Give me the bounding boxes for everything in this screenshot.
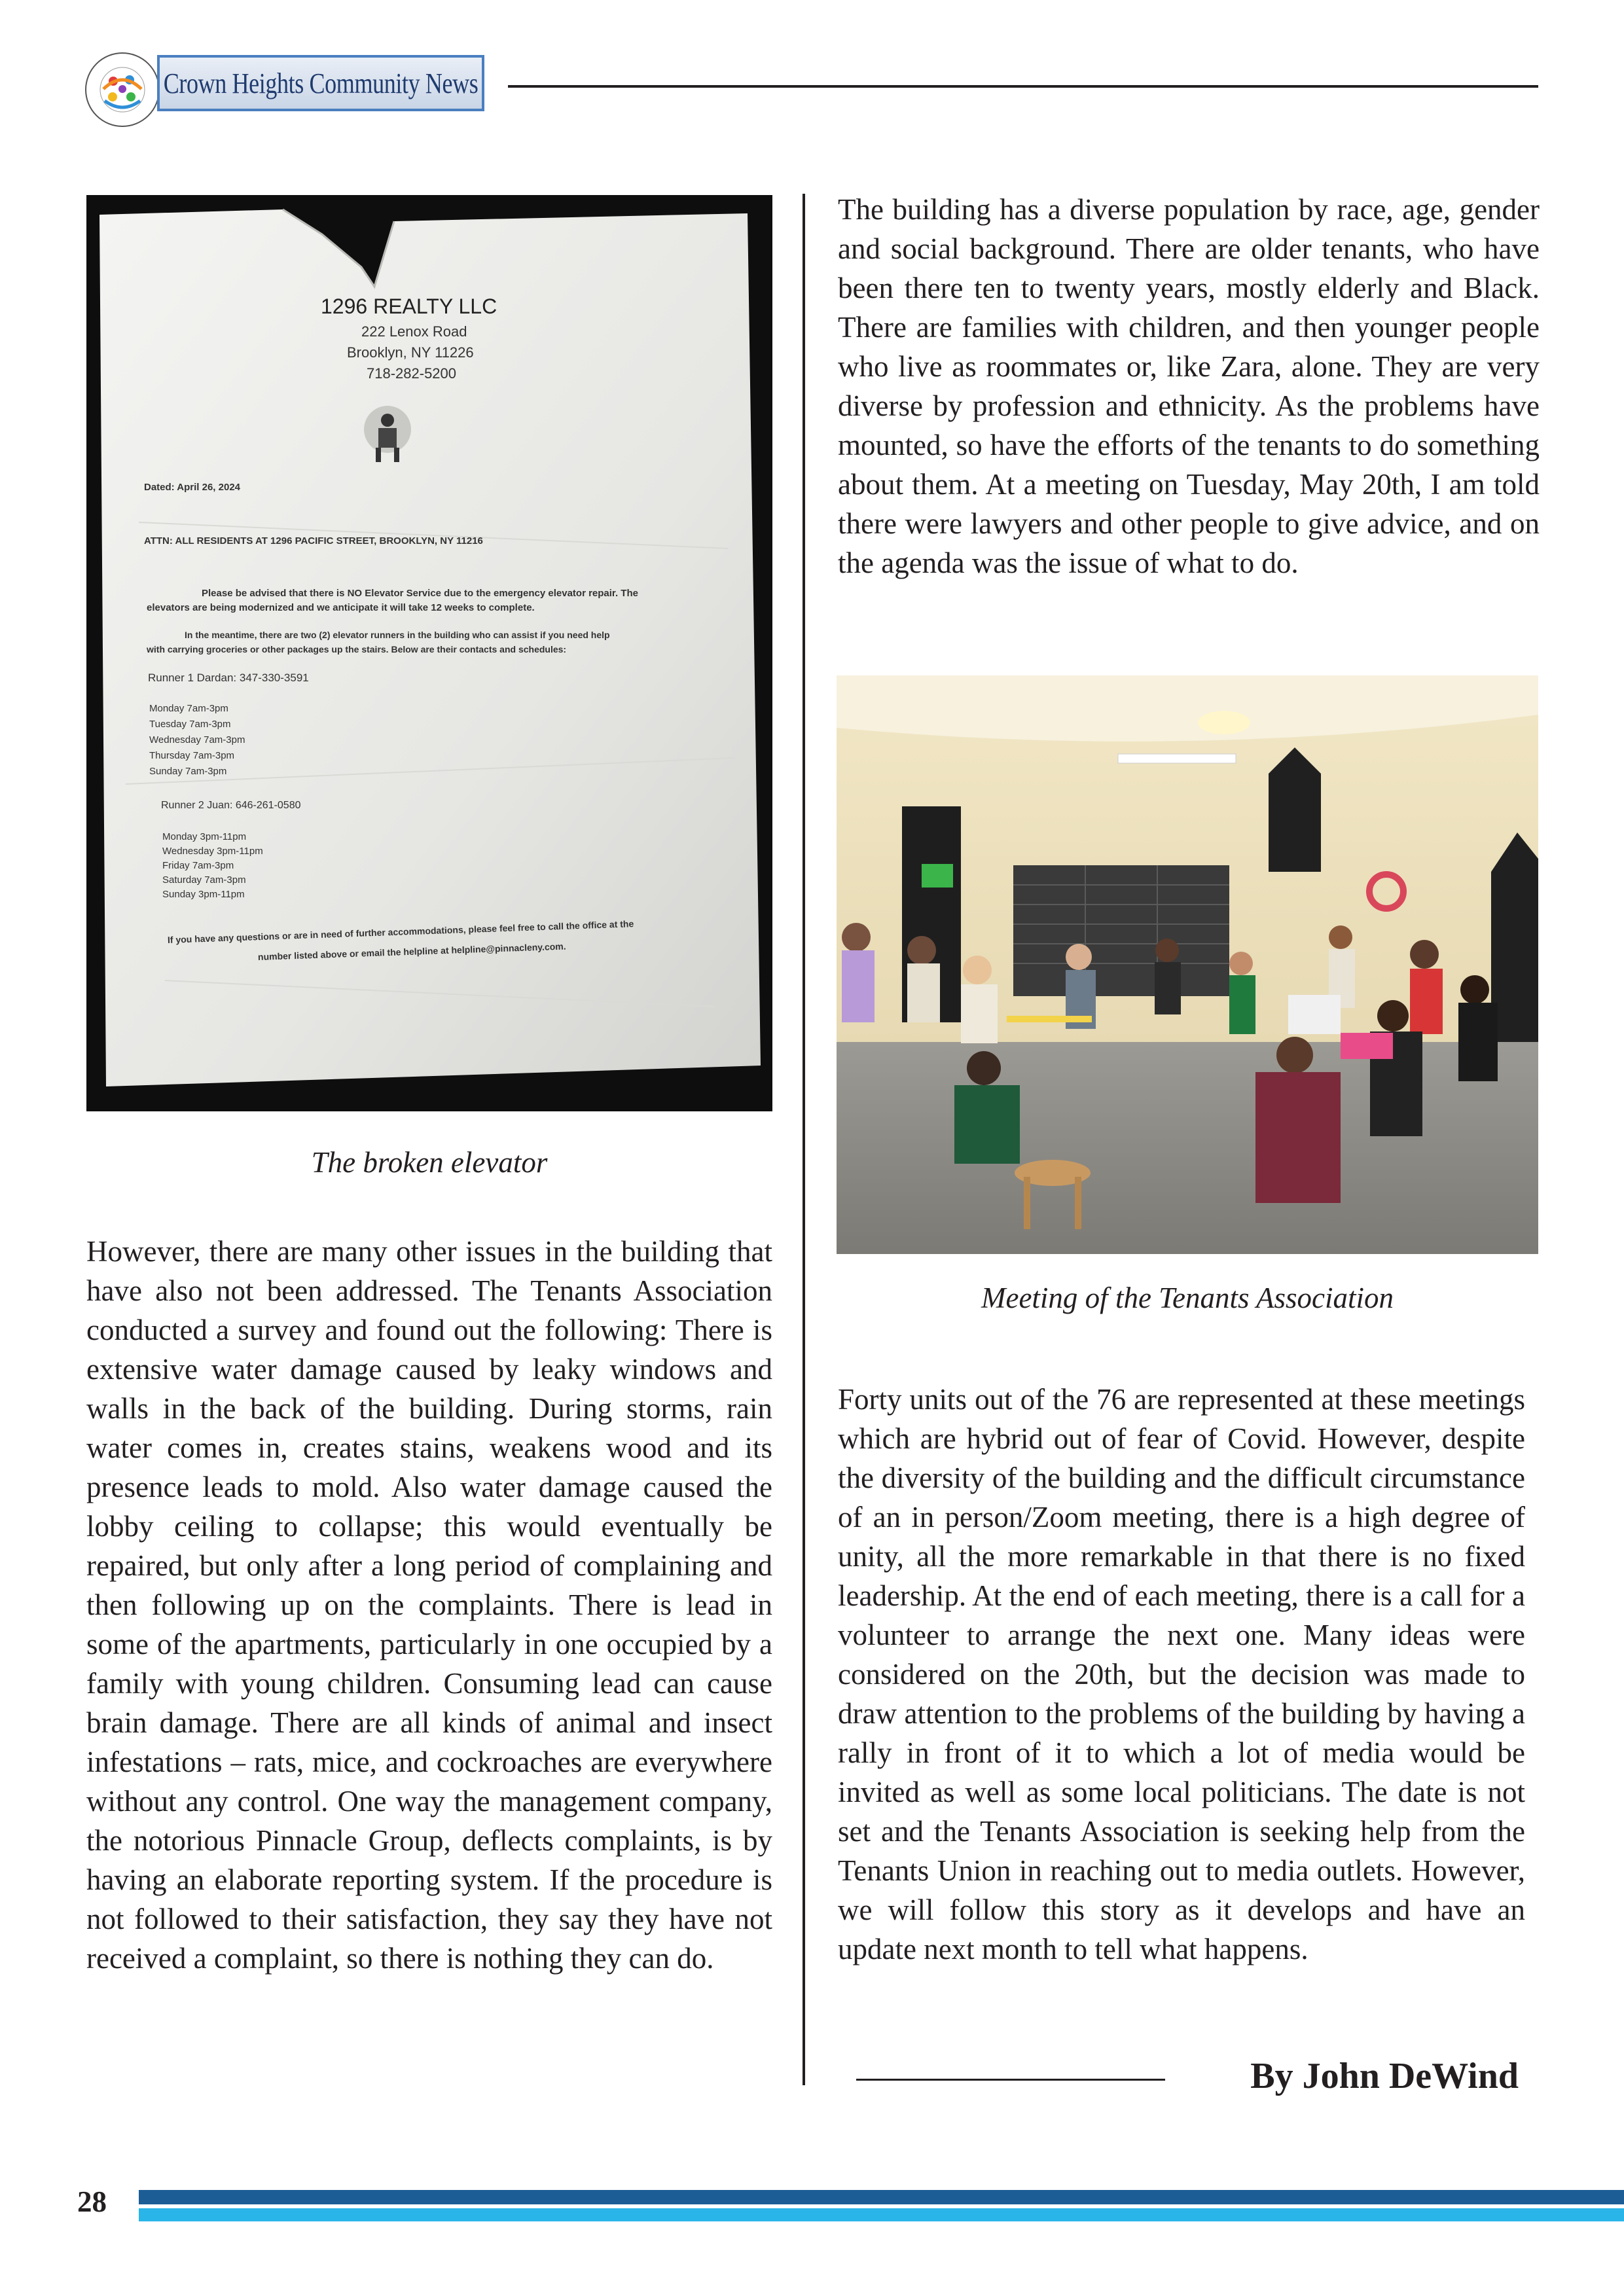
article-body-left: However, there are many other issues in the building that have also not been addressed. The Tenants Association conducted a survey and found out the following: There is extensive water damage caused by leaky windows and walls in the back of the building. During storms, rain water comes in, creates stains, weakens wood and its presence leads to mold. Also water damage caused the lobby ceiling to collapse; this would eventually be repaired, but only after a long period of complaining and then following up on the complaints. There is lead in some of the apartments, particularly in one occupied by a family with young children. Consuming lead can cause brain damage. There are all kinds of animal and insect infestations – rats, mice, and cockroaches are everywhere without any control. One way the management company, the notorious Pinnacle Group, deflects complaints, is by having an elaborate reporting system. If the procedure is not followed to their satisfaction, they say they have not received a complaint, so there is nothing they can do. — [86, 1235, 772, 1975]
article-body-right-top: The building has a diverse population by race, age, gender and social background. There are older tenants, who have been there ten to twenty years, mostly elderly and Black. There are families with children, and then younger people who live as roommates or, like Zara, alone. They are very diverse by profession and ethnicity. As the problems have mounted, so have the efforts of the tenants to do something about them. At a meeting on Tuesday, May 20th, I am told there were lawyers and other people to give advice, and on the agenda was the issue of what to do. — [838, 193, 1540, 579]
notice-runner2-day: Sunday 3pm-11pm — [162, 889, 245, 900]
notice-runner1-day: Monday 7am-3pm — [149, 703, 228, 714]
ceiling-light-icon — [1198, 711, 1250, 734]
photo-caption-tenants-meeting: Meeting of the Tenants Association — [981, 1282, 1394, 1314]
notice-address-line1: 222 Lenox Road — [361, 323, 467, 340]
notice-board-green — [922, 864, 953, 888]
notice-runner1-day: Sunday 7am-3pm — [149, 766, 227, 777]
publication-logo — [84, 51, 161, 128]
page-number: 28 — [77, 2185, 107, 2218]
notice-runner2: Runner 2 Juan: 646-261-0580 — [161, 800, 301, 811]
notice-para2-line1: In the meantime, there are two (2) elevator runners in the building who can assist if you need help — [185, 630, 610, 640]
notice-runner2-day: Monday 3pm-11pm — [162, 831, 247, 842]
notice-runner1-day: Tuesday 7am-3pm — [149, 719, 231, 730]
article-body-right-bottom: Forty units out of the 76 are represented at these meetings which are hybrid out of fear of Covid. However, despite the diversity of the building and the difficult circumstance of an in person/Zoom meeting, there is a high degree of unity, all the more remarkable in that there is no fixed leadership. At the end of each meeting, there is a call for a volunteer to arrange the next one. Many ideas were considered on the 20th, but the decision was made to draw attention to the problems of the building by having a rally in front of it to which a lot of media would be invited as well as some local politicians. The date is not set and the Tenants Association is seeking help from the Tenants Union in reaching out to media outlets. However, we will follow this story as it develops and have an update next month to tell what happens. — [838, 1383, 1525, 1965]
notice-footer-line1: If you have any questions or are in need of further accommodations, please feel free to call the office at the — [167, 918, 634, 945]
notice-attn: ATTN: ALL RESIDENTS AT 1296 PACIFIC STREET, BROOKLYN, NY 11216 — [144, 535, 483, 547]
notice-phone: 718-282-5200 — [367, 365, 457, 382]
logo-emblem-icon — [84, 51, 161, 128]
masthead-title-box — [157, 55, 484, 111]
notice-para1-line2: elevators are being modernized and we anticipate it will take 12 weeks to complete. — [147, 602, 535, 613]
photo-tenants-meeting — [837, 675, 1538, 1254]
window-arch-left — [1269, 747, 1321, 872]
article-byline: By John DeWind — [1250, 2056, 1519, 2096]
header-rule — [508, 85, 1538, 88]
footer-bar-dark — [139, 2190, 1624, 2204]
notice-runner1-day: Wednesday 7am-3pm — [149, 734, 245, 745]
photo-broken-elevator-notice — [86, 195, 772, 1111]
footer-bar-light — [139, 2208, 1624, 2221]
meeting-scene — [837, 675, 1538, 1254]
notice-runner1: Runner 1 Dardan: 347-330-3591 — [148, 672, 309, 684]
notice-runner2-day: Wednesday 3pm-11pm — [162, 846, 263, 857]
window-arch-right — [1491, 833, 1538, 1042]
notice-footer-line2: number listed above or email the helpline at helpline@pinnacleny.com. — [257, 941, 566, 962]
notice-company: 1296 REALTY LLC — [321, 295, 497, 318]
byline-rule — [856, 2079, 1165, 2081]
notice-runner1-day: Thursday 7am-3pm — [149, 750, 235, 761]
notice-runner2-day: Friday 7am-3pm — [162, 860, 234, 871]
photo-caption-broken-elevator: The broken elevator — [311, 1146, 548, 1179]
column-divider — [803, 194, 805, 2085]
notice-para2-line2: with carrying groceries or other packages up the stairs. Below are their contacts and schedules: — [147, 644, 567, 655]
notice-address-line2: Brooklyn, NY 11226 — [347, 344, 474, 361]
notice-para1-line1: Please be advised that there is NO Elevator Service due to the emergency elevator repair. The — [202, 588, 638, 599]
notice-date: Dated: April 26, 2024 — [144, 482, 241, 493]
notice-runner2-day: Saturday 7am-3pm — [162, 874, 246, 886]
publication-title: Crown Heights Community News — [163, 67, 478, 99]
